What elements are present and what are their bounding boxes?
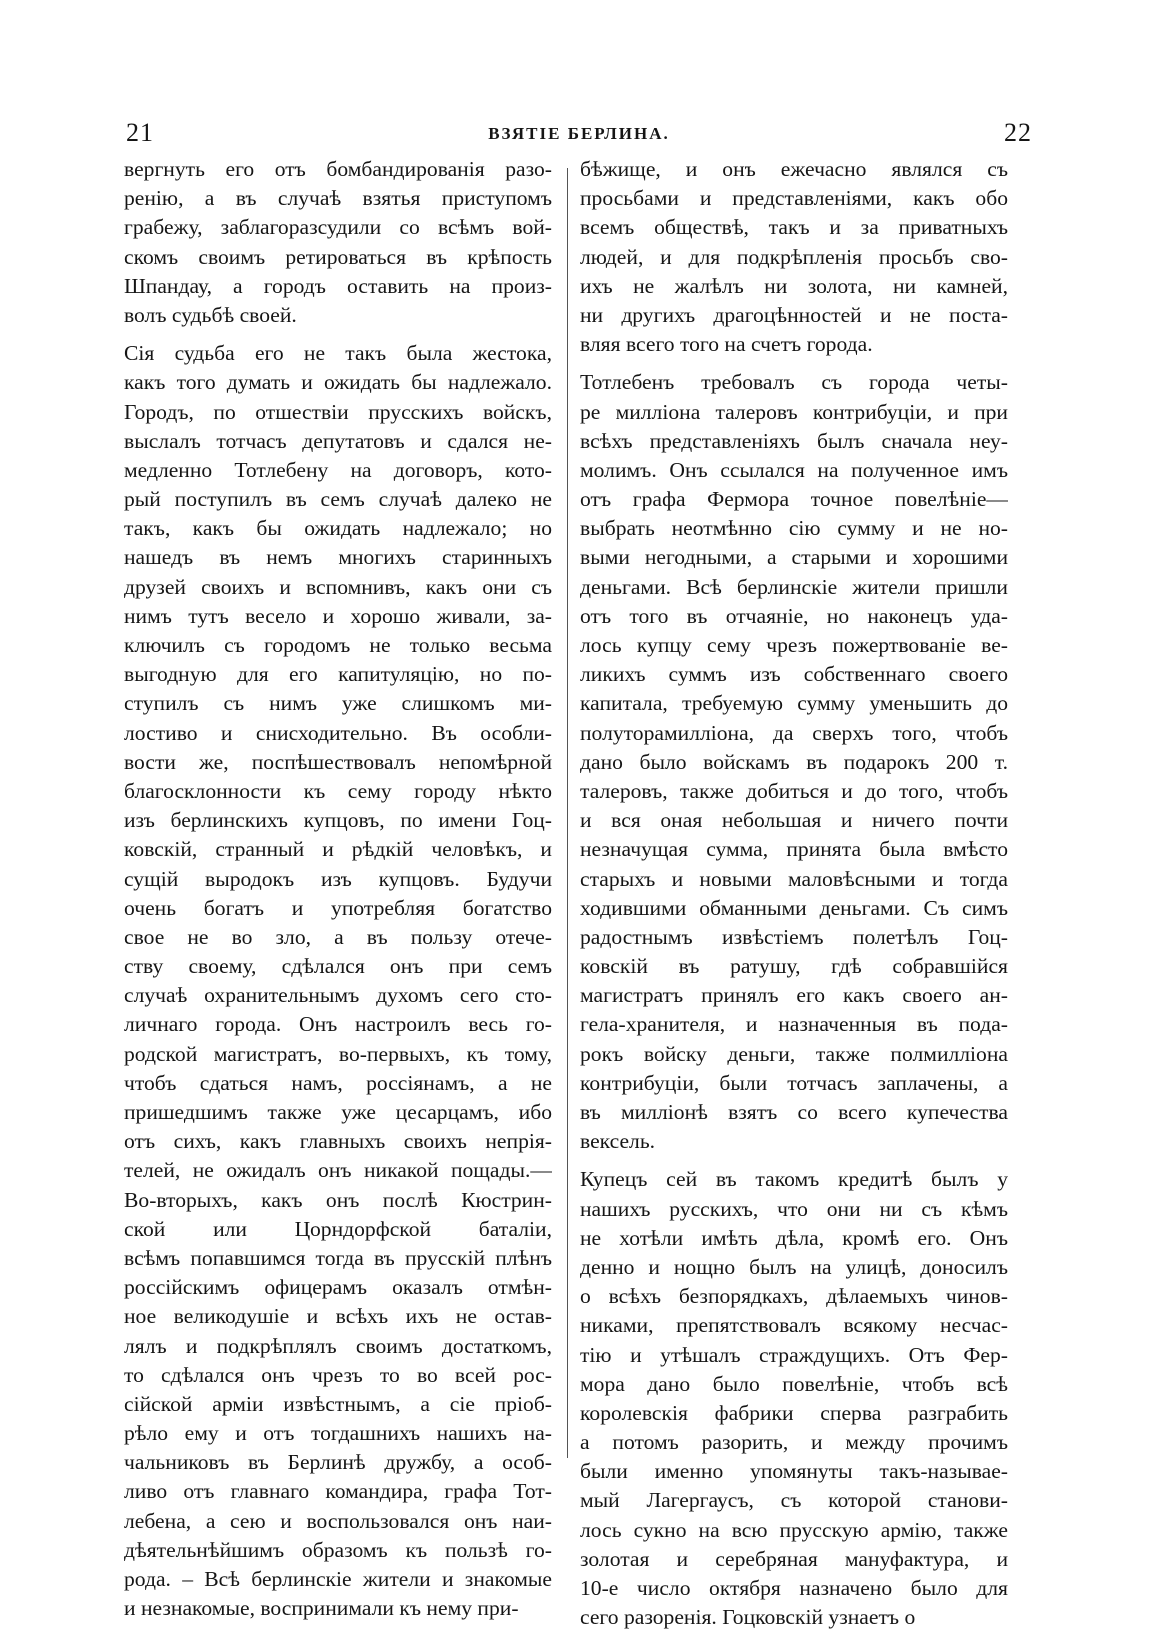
text-line: рокъ войску деньги, также полмилліона: [580, 1041, 1008, 1066]
text-line: вексель.: [580, 1129, 656, 1154]
running-title: ВЗЯТІЕ БЕРЛИНА.: [488, 124, 670, 143]
text-line: ковскій, странный и рѣдкій человѣкъ, и: [124, 837, 552, 862]
text-line: сійской арміи извѣстнымъ, а сіе пріоб-: [124, 1391, 552, 1416]
text-line: лось купцу сему чрезъ пожертвованіе ве-: [580, 633, 1008, 657]
paragraph: [580, 368, 1008, 1156]
text-line: рода. – Всѣ берлинскіе жители и знакомые: [124, 1567, 552, 1591]
page-number-left: 21: [126, 118, 154, 147]
text-line: чтобъ сдаться намъ, россіянамъ, а не: [124, 1070, 552, 1095]
page-number-right: 22: [1004, 118, 1032, 147]
text-line: нашедъ въ немъ многихъ старинныхъ: [124, 545, 552, 570]
text-line: тію и утѣшалъ страждущихъ. Отъ Фер-: [580, 1342, 1008, 1367]
text-line: капитала, требуемую сумму уменьшить до: [580, 691, 1008, 716]
text-line: всѣхъ представленіяхъ былъ сначала неу-: [580, 428, 1008, 453]
text-line: россійскимъ офицерамъ оказалъ отмѣн-: [124, 1275, 552, 1300]
paragraph: [124, 339, 552, 1623]
text-line: о всѣхъ безпорядкахъ, дѣлаемыхъ чинов-: [580, 1284, 1008, 1309]
page-header: [126, 118, 1032, 158]
text-line: друзей своихъ и вспомнивъ, какъ они съ: [124, 574, 552, 599]
text-line: отъ графа Фермора точное повелѣніе—: [580, 487, 1008, 512]
text-line: отъ сихъ, какъ главныхъ своихъ непрія-: [124, 1129, 552, 1154]
text-line: сего разоренія. Гоцковскій узнаетъ о: [580, 1605, 916, 1630]
text-line: контрибуціи, были тотчасъ заплачены, а: [580, 1070, 1008, 1095]
text-line: дано было войскамъ въ подарокъ 200 т.: [580, 749, 1008, 774]
text-line: благосклонности къ сему городу нѣкто: [124, 778, 552, 803]
text-line: а потомъ разорить, и между прочимъ: [580, 1430, 1008, 1455]
right-column: [580, 155, 1008, 1632]
text-line: мора дано было повелѣніе, чтобъ всѣ: [580, 1371, 1008, 1396]
paragraph-gap: [124, 330, 552, 339]
text-line: лось сукно на всю прусскую армію, также: [580, 1517, 1008, 1542]
text-line: лялъ и подкрѣплялъ своимъ достаткомъ,: [124, 1333, 552, 1358]
text-line: Во-вторыхъ, какъ онъ послѣ Кюстрин-: [124, 1187, 552, 1212]
text-line: Сія судьба его не такъ была жестока,: [124, 341, 552, 366]
text-line: были именно упомянуты такъ-называе-: [580, 1459, 1008, 1484]
text-line: вости же, поспѣшествовалъ непомѣрной: [124, 749, 552, 774]
text-line: такъ, какъ бы ожидать надлежало; но: [124, 516, 552, 541]
text-line: Тотлебенъ требовалъ съ города четы-: [580, 370, 1008, 395]
text-line: вергнуть его отъ бомбандированія разо-: [124, 157, 552, 181]
text-line: гела-хранителя, и назначенныя въ пода-: [580, 1012, 1008, 1037]
text-line: ихъ не жалѣлъ ни золота, ни камней,: [580, 273, 1008, 298]
text-line: нашихъ русскихъ, что они ни съ кѣмъ: [580, 1196, 1008, 1221]
text-line: нимъ тутъ весело и хорошо живали, за-: [124, 603, 552, 628]
text-line: королевскія фабрики сперва разграбить: [580, 1400, 1008, 1425]
text-line: случаѣ охранительнымъ духомъ сего сто-: [124, 983, 552, 1008]
text-line: ковскій въ ратушу, гдѣ собравшійся: [580, 954, 1008, 979]
text-line: отъ того въ отчаяніе, но наконецъ уда-: [580, 603, 1008, 628]
column-divider: [567, 168, 568, 1458]
text-line: личнаго города. Онъ настроилъ весь го-: [124, 1012, 552, 1037]
text-line: ное великодушіе и всѣхъ ихъ не остав-: [124, 1304, 552, 1329]
text-line: какъ того думать и ожидать бы надлежало.: [124, 370, 552, 395]
text-line: вляя всего того на счетъ города.: [580, 332, 873, 357]
text-line: магистратъ принялъ его какъ своего ан-: [580, 983, 1008, 1008]
text-line: ликихъ суммъ изъ собственнаго своего: [580, 662, 1008, 687]
text-line: ре милліона талеровъ контрибуціи, и при: [580, 399, 1008, 424]
text-line: никами, препятствовалъ всякому несчас-: [580, 1313, 1008, 1338]
text-line: то сдѣлался онъ чрезъ то во всей рос-: [124, 1362, 552, 1387]
text-line: молимъ. Онъ ссылался на полученное имъ: [580, 457, 1008, 482]
paragraph: [124, 155, 552, 330]
text-line: ни другихъ драгоцѣнностей и не поста-: [580, 302, 1008, 327]
text-line: телей, не ожидалъ онъ никакой пощады.—: [124, 1158, 552, 1183]
text-line: рѣло ему и отъ тогдашнихъ нашихъ на-: [124, 1421, 552, 1446]
text-line: просьбами и представленіями, какъ обо: [580, 186, 1008, 211]
text-line: выбрать неотмѣнно сію сумму и не но-: [580, 516, 1008, 541]
text-line: выгодную для его капитуляцію, но по-: [124, 662, 552, 687]
text-line: не хотѣли имѣть дѣла, кромѣ его. Онъ: [580, 1225, 1008, 1250]
text-line: волъ судьбѣ своей.: [124, 302, 297, 327]
text-line: Городъ, по отшествіи прусскихъ войскъ,: [124, 399, 552, 424]
text-line: лостиво и снисходительно. Въ особли-: [124, 720, 552, 745]
text-line: и вся оная небольшая и ничего почти: [580, 808, 1008, 833]
text-line: выслалъ тотчасъ депутатовъ и сдался не-: [124, 428, 552, 453]
text-line: лебена, а сею и воспользовался онъ наи-: [124, 1508, 552, 1533]
text-line: талеровъ, также добиться и до того, чтобъ: [580, 778, 1008, 803]
text-line: выми негодными, а старыми и хорошими: [580, 545, 1008, 570]
text-line: деньгами. Всѣ берлинскіе жители пришли: [580, 574, 1008, 599]
paragraph: [580, 1165, 1008, 1632]
text-line: ству своему, сдѣлался онъ при семъ: [124, 954, 552, 979]
text-line: ключилъ съ городомъ не только весьма: [124, 633, 552, 657]
paragraph: [580, 155, 1008, 359]
text-line: родской магистратъ, во-первыхъ, къ тому,: [124, 1041, 552, 1066]
text-line: грабежу, заблагоразсудили со всѣмъ вой-: [124, 215, 552, 240]
text-line: сущій выродокъ изъ купцовъ. Будучи: [124, 866, 552, 891]
text-line: ходившими обманными деньгами. Съ симъ: [580, 895, 1008, 920]
text-line: и незнакомые, воспринимали къ нему при-: [124, 1596, 519, 1621]
text-line: скомъ своимъ ретироваться въ крѣпость: [124, 244, 552, 269]
text-line: медленно Тотлебену на договоръ, кото-: [124, 457, 552, 482]
text-line: всемъ обществѣ, такъ и за приватныхъ: [580, 215, 1008, 240]
text-line: рый поступилъ въ семъ случаѣ далеко не: [124, 487, 552, 512]
text-line: всѣмъ попавшимся тогда въ прусскій плѣнъ: [124, 1245, 552, 1270]
text-line: ливо отъ главнаго командира, графа Тот-: [124, 1479, 552, 1504]
text-line: полуторамилліона, да сверхъ того, чтобъ: [580, 720, 1008, 745]
text-line: пришедшимъ также уже цесарцамъ, ибо: [124, 1100, 552, 1124]
text-line: въ милліонѣ взятъ со всего купечества: [580, 1100, 1008, 1124]
text-line: чальниковъ въ Берлинѣ дружбу, а особ-: [124, 1450, 552, 1475]
text-line: денно и нощно былъ на улицѣ, доносилъ: [580, 1254, 1008, 1279]
text-line: незначущая сумма, принята была вмѣсто: [580, 837, 1008, 862]
text-line: 10-е число октября назначено было для: [580, 1576, 1008, 1600]
paragraph-gap: [580, 1156, 1008, 1165]
text-line: ступилъ съ нимъ уже слишкомъ ми-: [124, 691, 552, 716]
text-line: радостнымъ извѣстіемъ полетѣлъ Гоц-: [580, 924, 1008, 949]
text-line: мый Лагергаусъ, съ которой станови-: [580, 1488, 1008, 1513]
text-line: очень богатъ и употребляя богатство: [124, 895, 552, 920]
text-line: людей, и для подкрѣпленія просьбъ сво-: [580, 244, 1008, 269]
text-line: золотая и серебряная мануфактура, и: [580, 1546, 1008, 1571]
text-line: свое не во зло, а въ пользу отече-: [124, 924, 552, 949]
left-column: [124, 155, 552, 1623]
text-line: изъ берлинскихъ купцовъ, по имени Гоц-: [124, 808, 552, 833]
text-line: Купецъ сей въ такомъ кредитѣ былъ у: [580, 1167, 1008, 1192]
text-line: Шпандау, а городъ оставить на произ-: [124, 273, 552, 298]
text-line: старыхъ и новыми маловѣсными и тогда: [580, 866, 1008, 891]
paragraph-gap: [580, 359, 1008, 368]
text-line: ренію, а въ случаѣ взятья приступомъ: [124, 186, 552, 211]
text-line: дѣятельнѣйшимъ образомъ къ пользѣ го-: [124, 1537, 552, 1562]
text-line: ской или Цорндорфской баталіи,: [124, 1216, 552, 1241]
text-line: бѣжище, и онъ ежечасно являлся съ: [580, 157, 1008, 181]
